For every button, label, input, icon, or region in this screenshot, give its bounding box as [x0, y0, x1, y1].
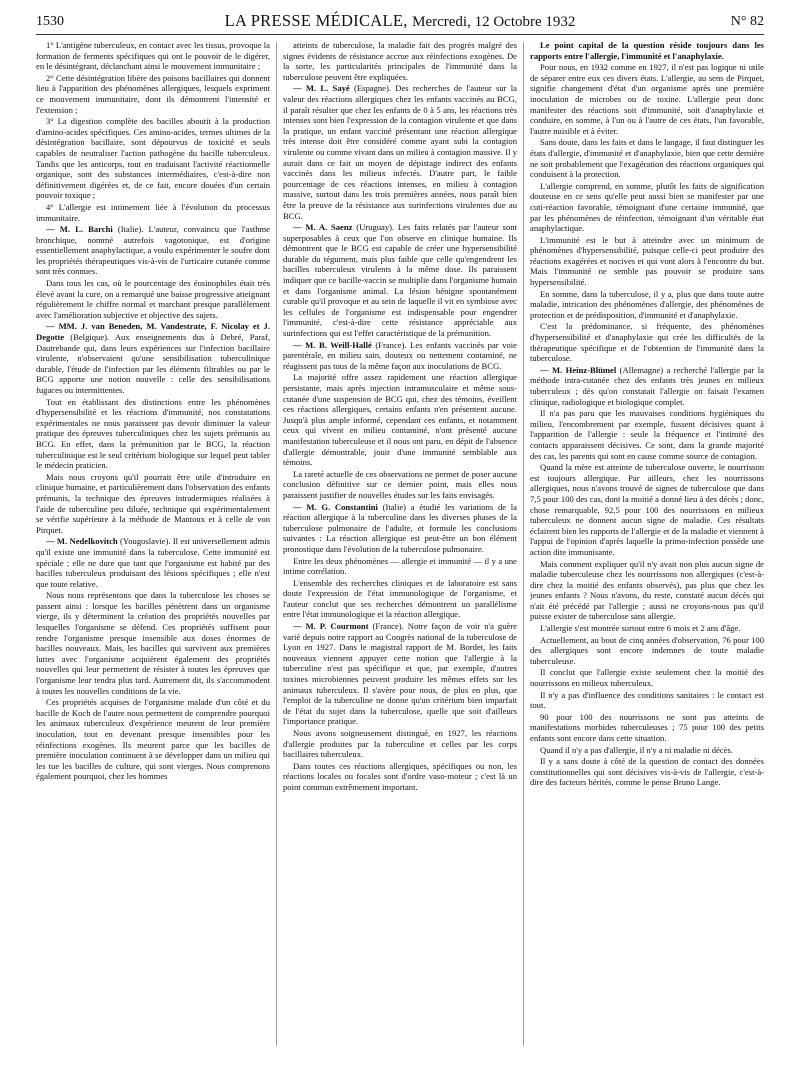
- paragraph: [530, 321, 764, 363]
- paragraph: [530, 712, 764, 744]
- paragraph: [530, 40, 764, 61]
- column-1: [36, 40, 270, 1050]
- paragraph: [283, 469, 517, 501]
- paragraph: [530, 365, 764, 407]
- column-divider: [276, 42, 277, 1046]
- paragraph-text: L'allergie comprend, en somme, plutôt les faits de signification douteuse en ce sens qu'elle peut aussi bien se manifester par une cuti-réaction favorable, témoignant d'une certaine immunité, que par les phénomènes de réinfection, témoignant d'un véritable état anaphylactique.: [530, 180, 764, 234]
- paragraph: [530, 181, 764, 234]
- paragraph-text: Tout en établissant des distinctions entre les phénomènes d'hypersensibilité et les réactions d'immunité, nos constatations expérimentales ne nous paraissent pas devoir diminuer la valeur pratique des épreuves tuberculiniques chez les sujets prémunis au BCG. En effet, dans la prémunition par le BCG, la réaction tuberculinique est le seul critérium biologique sur lequel peut tabler le médecin praticien.: [36, 396, 270, 471]
- paragraph: [530, 462, 764, 557]
- paragraph-text: Il y a sans doute à côté de la question de contact des données constitutionnelles qui sont décisives vis-à-vis de l'allergie, c'est-à-dire des facteurs hérités, comme le pense Bruno Lange.: [530, 756, 764, 788]
- paragraph-text: Dans toutes ces réactions allergiques, spécifiques ou non, les réactions locales ou focales sont d'ordre vaso-moteur ; c'est là un point commun extrêmement important.: [283, 760, 517, 792]
- speaker-name: — M. L. Sayé: [293, 83, 350, 94]
- paragraph-text: Quand la mère est atteinte de tuberculose ouverte, le nourrisson est toujours allergique. Par ailleurs, chez les nourrissons allergiques, nous n'avons trouvé de signes de tuberculose que dans 7,5 pour 100 des cas, dont la moitié a donné lieu à des décès ; donc, chose remarquable, 92,5 pour 100 des nourrissons en milieux tuberculeux ne donnent aucun signe de maladie. Ces résultats éclairent bien les rapports de l'allergie et de la maladie et viennent à l'appui de l'opinion d'après laquelle la primo-infection possède une action dite immunisante.: [530, 462, 764, 557]
- paragraph-text: Actuellement, au bout de cinq années d'observation, 76 pour 100 des allergiques sont encore indemnes de toute maladie tuberculeuse.: [530, 634, 764, 666]
- paragraph: [283, 621, 517, 727]
- paragraph: [283, 40, 517, 82]
- paragraph: [530, 62, 764, 136]
- paragraph: [283, 728, 517, 760]
- paragraph: [283, 83, 517, 221]
- paragraph-text: La majorité offre assez rapidement une réaction allergique persistante, mais après injection intramusculaire et même sous-cutanée d'une suspension de BCG qui, chez des témoins, éveillent ces réactions allergiques, certains enfants n'en présentent aucune. Jusqu'à plus ample informé, cependant ces enfants, et notamment ceux qui vivent en milieu contaminé, n'ont présenté aucune manifestation tuberculeuse et il nous ont paru, en dépit de l'absence d'allergie démontrable, jouir d'une immunité semblable aux témoins.: [283, 372, 517, 468]
- paragraph-text: Mais nous croyons qu'il pourrait être utile d'introduire en clinique humaine, et particulièrement dans l'observation des enfants prémunis, la technique des épreuves intradermiques réalisées à l'aide de tuberculine peu diluée, technique qui expérimentalement se vérifie supérieure à la méthode de Mantoux et à celle de von Pirquet.: [36, 471, 270, 535]
- speaker-name: — M. P. Courmont: [293, 621, 369, 632]
- speaker-name: — M. B. Weill-Hallé: [293, 339, 372, 350]
- column-3: [530, 40, 764, 1050]
- paragraph-text: Dans tous les cas, où le pourcentage des éosinophiles était très élevé avant la cure, on a remarqué une baisse progressive atteignant régulièrement le chiffre normal et marchant presque parallèlement avec l'amélioration subjective et objective des sujets.: [36, 278, 270, 320]
- column-divider: [523, 42, 524, 1046]
- header-rule: [36, 34, 764, 35]
- paragraph-text: (Italie) a étudié les variations de la réaction allergique à la tuberculine dans les diverses phases de la tuberculose pulmonaire de l'adulte, et formule les conclusions suivantes : La réaction allergique est peut-être un bon élément pronostique dans l'évolution de la tuberculose pulmonaire.: [283, 501, 517, 554]
- paragraph: [530, 745, 764, 756]
- paragraph-text: Sans doute, dans les faits et dans le langage, il faut distinguer les états d'allergie, d'immunité et d'anaphylaxie, bien que cette dernière ne soit probablement que l'exagération des réactions organiques qui conduisent à la protection.: [530, 137, 764, 180]
- paragraph: [36, 202, 270, 223]
- paragraph-text: 4° L'allergie est intimement liée à l'évolution du processus immunitaire.: [36, 201, 270, 223]
- paragraph: [36, 224, 270, 277]
- paragraph-text: Il conclut que l'allergie existe seulement chez la moitié des nourrissons en milieux tuberculeux.: [530, 667, 764, 689]
- paragraph: [530, 559, 764, 623]
- paragraph-text: L'allergie s'est montrée surtout entre 6 mois et 2 ans d'âge.: [540, 623, 741, 634]
- paragraph: [36, 40, 270, 72]
- paragraph-text: (Allemagne) a recherché l'allergie par la méthode intra-cutanée chez des enfants très jeunes en milieux tuberculeux ; dès qu'on constatait l'allergie on faisait l'examen clinique, radiologique et biologique complet.: [530, 364, 764, 407]
- paragraph: [530, 756, 764, 788]
- paragraph-text: Ces propriétés acquises de l'organisme malade d'un côté et du bacille de Koch de l'autre nous permettent de comprendre pourquoi les animaux tuberculeux d'expérience meurent de leur première inoculation, tout en devenant presque insensibles pour les réinfections exogènes. Ils meurent parce que les bacilles de première inoculation continuent à se développer dans un milieu qui les tue les bacilles de culture, qui sont vierges. Nous comprenons également pourquoi, chez les hommes: [36, 697, 270, 782]
- journal-title: LA PRESSE MÉDICALE,: [224, 11, 408, 30]
- paragraph: [530, 667, 764, 688]
- paragraph: [36, 321, 270, 395]
- paragraph-text: (Yougoslavie). Il est universellement admis qu'il existe une immunité dans la tuberculose. Cette immunité est spéciale ; elle ne dure que tant que l'organisme est habité par des bacilles tuberculeux produisant des lésions spécifiques ; elle n'est que toute relative.: [36, 536, 270, 589]
- paragraph-text: C'est la prédominance, si fréquente, des phénomènes d'hypersensibilité et d'anaphylaxie qui crée les difficultés de la thérapeutique spécifique et de l'obtention de l'immunité dans la tuberculose.: [530, 321, 764, 364]
- speaker-name: — M. L. Barchi: [46, 224, 113, 235]
- paragraph: [283, 222, 517, 339]
- page-header: [36, 8, 764, 34]
- speaker-name: — M. Heinz-Blümel: [540, 364, 617, 375]
- issue-date: Mercredi, 12 Octobre 1932: [412, 14, 576, 30]
- paragraph: [36, 697, 270, 782]
- paragraph: [530, 408, 764, 461]
- paragraph: [530, 690, 764, 711]
- paragraph: [530, 289, 764, 321]
- paragraph-text: Il n'a pas paru que les mauvaises conditions hygiéniques du milieu, l'encombrement par exemple, fussent décisives quant à l'apparition de l'allergie : seule la fréquence et l'intimité des contacts apparaissent décisives. Ce sont, dans la grande majorité des cas, les parents qui sont en cause comme source de contagion.: [530, 408, 764, 461]
- paragraph-text: Pour nous, en 1932 comme en 1927, il n'est pas logique ni utile de séparer entre eux ces divers états. L'allergie, au sens de Pirquet, signifie changement d'état d'un organisme après une première inoculation de microbes ou de toxine. L'allergie peut donc manifester des réactions soit d'immunité, soit d'anaphylaxie et conduire, en somme, à l'un ou à l'autre de ces états, l'un favorable, l'autre nuisible et à éviter.: [530, 62, 764, 136]
- paragraph: [530, 235, 764, 288]
- speaker-name: — MM. J. van Beneden, M. Vandestrate, F. Nicolay et J. Degotte: [36, 321, 270, 343]
- paragraph-text: 90 pour 100 des nourrissons ne sont pas atteints de manifestations morbides tuberculeuses ; 75 pour 100 des petits enfants sont encore dans cette situation.: [530, 711, 764, 743]
- paragraph-text: (Uruguay). Les faits relatés par l'auteur sont superposables à ceux que l'on observe en clinique humaine. Ils démontrent que le BCG est capable de créer une hypersensibilité durable du tégument, mais plus faible que celle qu'engendrent les bacilles tuberculeux virulents à la même dose. Ils paraissent indiquer que ce bacille-vaccin se multiplie dans l'organisme humain et dans l'organisme animal. La lésion bénigne spontanément curable qu'il provoque et au sein de laquelle il vit en symbiose avec les cellules de l'organisme est indispensable pour engendrer l'immunité, c'est-à-dire cette résistance appréciable aux surinfections qui est l'effet caractéristique de la prémunition.: [283, 222, 517, 339]
- paragraph: [283, 372, 517, 467]
- speaker-name: — M. A. Saenz: [293, 222, 353, 233]
- paragraph: [283, 556, 517, 577]
- paragraph-text: Quand il n'y a pas d'allergie, il n'y a ni maladie ni décès.: [540, 744, 734, 755]
- paragraph-text: (Espagne). Des recherches de l'auteur sur la valeur des réactions allergiques chez les enfants vaccinés au BCG, il paraît résulter que chez les enfants de 0 à 5 ans, les réactions très intenses sont bien l'expression de la contagion virulente et que dans la pratique, un enfant vacciné présentant une réaction allergique très intense doit être considéré comme ayant subi la contagion virulente ou comme vivant dans un milieu à contagion massive. Il y aurait dans ce fait un moyen de dépistage indirect des enfants vaccinés dans les milieux infectés. D'autre part, le faible pourcentage de ces réactions intenses, en milieu à contagion massive, surtout dans les trois premières années, nous paraît bien être la preuve de la résistance aux surinfections virulentes due au BCG.: [283, 83, 517, 221]
- paragraph-text: L'immunité est le but à atteindre avec un minimum de phénomènes d'hypersensibilité, puisque celle-ci peut produire des réactions exagérées et nocives et qui vont alors à l'encontre du but. Mais l'immunité ne semble pas pouvoir se produire sans hypersensibilité.: [530, 234, 764, 288]
- paragraph-text: 3° La digestion complète des bacilles aboutit à la production d'amino-acides spécifiques. Ces amino-acides, termes ultimes de la désintégration bacillaire, sont dépourvus de toxicité et seuls capables de neutraliser l'action pathogène du bacille tuberculeux. Tandis que les anticorps, tout en traduisant l'activité réactionnelle organique, sont des substances intermédiaires, c'est-à-dire non définitivement digérées et, de ce fait, encore douées d'un certain pouvoir toxique ;: [36, 116, 270, 201]
- paragraph-text: (Italie). L'auteur, convaincu que l'asthme bronchique, nommé autrefois vagotonique, est d'origine essentiellement anaphylactique, a voulu expérimenter le soufre dont les propriétés thérapeutiques vis-à-vis de l'urticaire cutanée comme sont très connues.: [36, 224, 270, 277]
- paragraph: [530, 623, 764, 634]
- paragraph: [530, 137, 764, 179]
- paragraph: [36, 472, 270, 536]
- column-2: [283, 40, 517, 1050]
- paragraph-text: L'ensemble des recherches cliniques et de laboratoire est sans doute l'expression de l'état immunologique de l'organisme, et l'auteur conclut que ses recherches démontrent un parallélisme entre l'état immunologique et la réaction allergique.: [283, 577, 517, 620]
- paragraph: [36, 278, 270, 320]
- paragraph: [36, 73, 270, 115]
- issue-number: N° 82: [730, 14, 764, 29]
- paragraph: [283, 340, 517, 372]
- paragraph-text: Le point capital de la question réside toujours dans les rapports entre l'allergie, l'immunité et l'anaphylaxie.: [530, 40, 764, 61]
- paragraph-text: Mais comment expliquer qu'il n'y avait non plus aucun signe de maladie tuberculeuse chez les nourrissons non allergiques (c'est-à-dire chez la moitié des enfants observés), pas plus que chez les jeunes enfants ? Nous n'avons, du reste, constaté aucun décès qui n'ait été précédé par l'allergie ; aussi ne croyons-nous pas qu'il puisse exister de tuberculose sans allergie.: [530, 558, 764, 622]
- paragraph-text: (France). Notre façon de voir n'a guère varié depuis notre rapport au Congrès national de la tuberculose de Lyon en 1927. Dans le magistral rapport de M. Bordet, les faits nouveaux viennent appuyer cette notion que l'allergie à la tuberculine n'est pas spécifique et que, par exemple, d'autres toxines microbiennes peuvent produire les mêmes effets sur les animaux tuberculeux. Il s'avère pour nous, de plus en plus, que l'emploi de la tuberculine ne donne qu'un critérium bien imparfait de l'état du sujet dans la tuberculose, quelle que soit d'ailleurs l'importance pratique.: [283, 621, 517, 727]
- paragraph: [36, 397, 270, 471]
- paragraph: [36, 590, 270, 696]
- paragraph-text: (Belgique). Aux enseignements dus à Debré, Paraf, Dautrebande qui, dans leurs expériences sur l'infection bacillaire virulente, n'observaient qu'une sensibilisation tuberculinique durable, l'étude de l'infection par les éléments filtrables ou par le BCG apporte une notion nouvelle : celle des sensibilisations fugaces ou intermittentes.: [36, 332, 270, 395]
- paragraph-text: La rareté actuelle de ces observations ne permet de poser aucune conclusion définitive sur ce dernier point, mais elles nous paraissent justifier de nouvelles études sur les faits envisagés.: [283, 468, 517, 500]
- paragraph: [36, 116, 270, 201]
- paragraph-text: Nous nous représentons que dans la tuberculose les choses se passent ainsi : lorsque les bacilles pénètrent dans un organisme vierge, ils y déterminent la création des propriétés nouvelles par lesquelles l'organisme se défend. Ces propriétés suffisent pour rendre l'organisme presque insensible aux doses énormes de bacilles nouveaux. Mais, les bacilles qui survivent aux premières luttes avec l'organisme acquièrent également des propriétés nouvelles qui leur permettent de résister à toutes les épreuves que l'organisme leur tendra plus tard. Autrement dit, ils s'accommodent à toutes les nouvelles conditions de la vie.: [36, 590, 270, 696]
- paragraph: [36, 536, 270, 589]
- paragraph-text: 1° L'antigène tuberculeux, en contact avec les tissus, provoque la formation de ferments spécifiques qui ont le pouvoir de le digérer, en le désintégrant, déclanchant ainsi le mouvement immunitaire ;: [36, 40, 270, 72]
- speaker-name: — M. Nedelkovitch: [46, 536, 118, 547]
- paragraph-text: 2° Cette désintégration libère des poisons bacillaires qui donnent lieu à l'apparition des phénomènes allergiques, lesquels expriment ce mouvement immunitaire, dont ils démontrent l'intensité et l'extension ;: [36, 72, 270, 115]
- article-columns: [36, 40, 764, 1050]
- paragraph-text: (France). Les enfants vaccinés par voie parentérale, en milieu sain, douteux ou nettement contaminé, ne réagissent pas tous de la même façon aux inoculations de BCG.: [283, 339, 517, 371]
- paragraph-text: Entre les deux phénomènes — allergie et immunité — il y a une intime corrélation.: [283, 555, 517, 577]
- paragraph: [283, 761, 517, 793]
- paragraph-text: En somme, dans la tuberculose, il y a, plus que dans toute autre maladie, intrication des phénomènes d'allergie, des phénomènes de protection et de prédisposition, d'immunité et d'anaphylaxie.: [530, 288, 764, 320]
- paragraph-text: Nous avons soigneusement distingué, en 1927, les réactions d'allergie produites par la tuberculine et celles par les corps bacillaires tuberculeux.: [283, 728, 517, 760]
- paragraph: [283, 502, 517, 555]
- paragraph: [530, 635, 764, 667]
- paragraph-text: atteints de tuberculose, la maladie fait des progrès malgré des signes évidents de résistance accrue aux réinfections exogènes. De la sorte, les particularités principales de l'immunité dans la tuberculose peuvent être expliquées.: [283, 40, 517, 82]
- page-number: 1530: [36, 14, 64, 29]
- journal-masthead: [36, 11, 764, 31]
- speaker-name: — M. G. Constantini: [293, 501, 378, 512]
- paragraph: [283, 578, 517, 620]
- paragraph-text: Il n'y a pas d'influence des conditions sanitaires : le contact est tout.: [530, 689, 764, 711]
